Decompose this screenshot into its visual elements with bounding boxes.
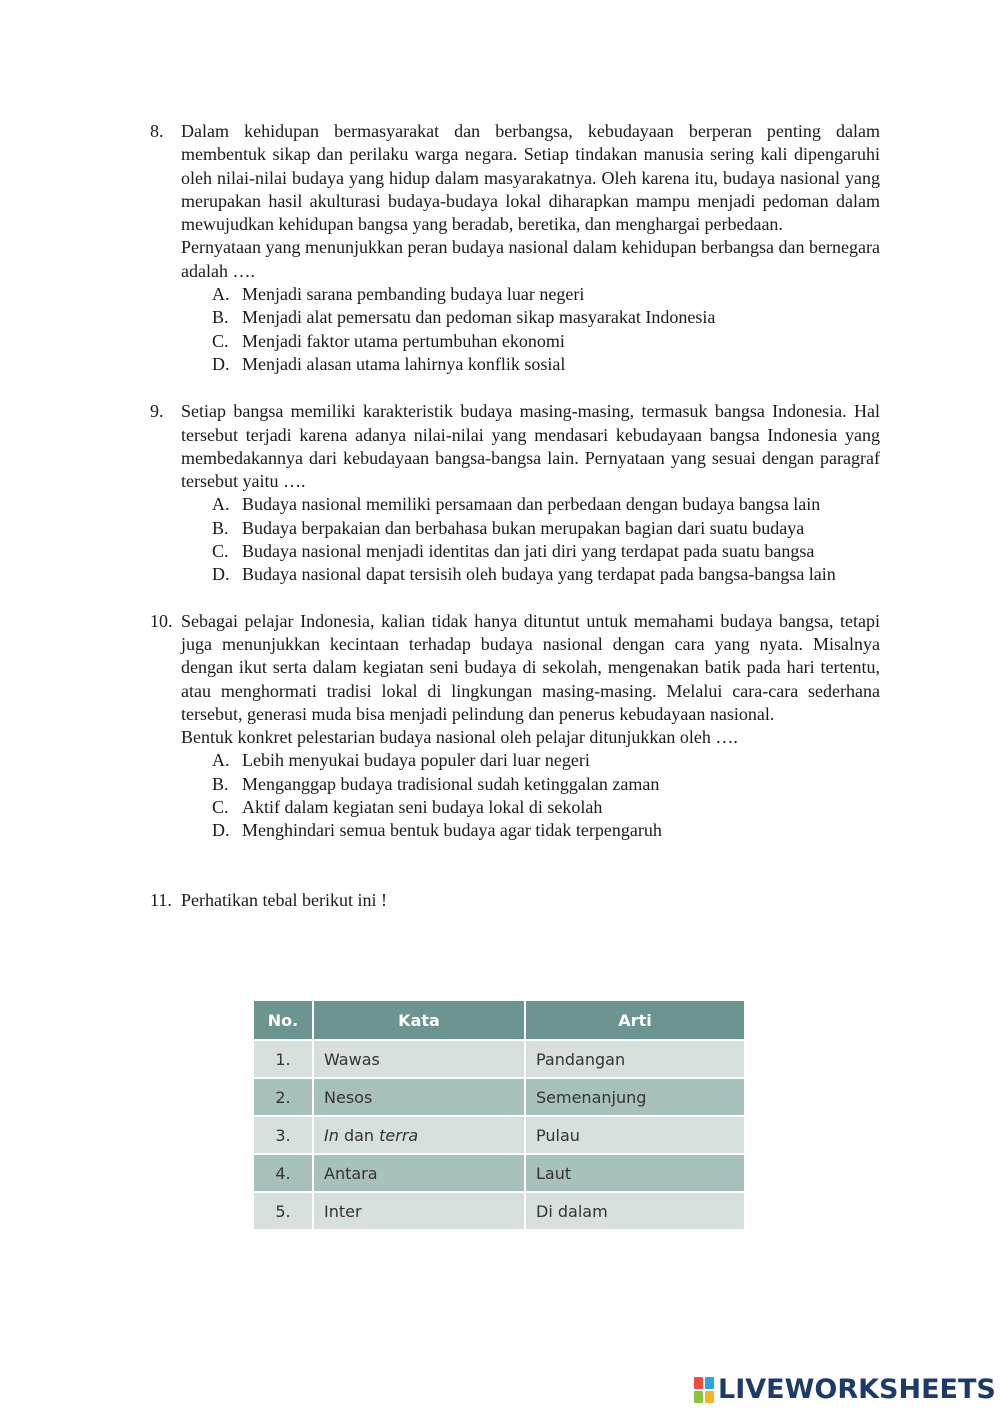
table-header-row: [254, 1001, 744, 1040]
option-text: Menganggap budaya tradisional sudah ketinggalan zaman: [242, 773, 660, 794]
option-letter: C.: [212, 541, 229, 562]
option-letter: B.: [212, 773, 229, 794]
cell-no: 2.: [254, 1078, 313, 1116]
question-number: 10.: [150, 610, 173, 631]
question-stem: Perhatikan tebal berikut ini !: [181, 889, 387, 910]
option-a[interactable]: [212, 493, 880, 516]
option-c[interactable]: [212, 330, 880, 353]
header-arti: Arti: [525, 1001, 744, 1040]
option-text: Menjadi alasan utama lahirnya konflik sosial: [242, 353, 566, 374]
option-letter: B.: [212, 307, 229, 328]
option-text: Budaya nasional dapat tersisih oleh budaya yang terdapat pada bangsa-bangsa lain: [242, 564, 836, 585]
italic-word: terra: [379, 1125, 419, 1145]
question-stem: Dalam kehidupan bermasyarakat dan berbangsa, kebudayaan berperan penting dalam membentuk sikap dan perilaku warga negara. Setiap tindakan manusia sering kali dipengaruhi oleh nilai-nilai budaya yang hidup dalam masyarakatnya. Oleh karena itu, budaya nasional yang merupakan hasil akulturasi budaya-budaya lokal diharapkan mampu menjadi pedoman dalam mewujudkan kehidupan bangsa yang beradab, beretika, dan menghargai perbedaan.: [181, 121, 880, 235]
question-10: [150, 610, 880, 843]
worksheet-page: [150, 120, 880, 912]
logo-square: [705, 1377, 714, 1389]
cell-kata: Wawas: [313, 1040, 525, 1078]
option-letter: C.: [212, 330, 229, 351]
cell-kata: Nesos: [313, 1078, 525, 1116]
question-9: [150, 400, 880, 586]
logo-square: [694, 1377, 703, 1389]
option-b[interactable]: [212, 306, 880, 329]
header-no: No.: [254, 1001, 313, 1040]
question-number: 11.: [150, 889, 172, 910]
option-c[interactable]: [212, 540, 880, 563]
cell-arti: Laut: [525, 1154, 744, 1192]
cell-arti: Pandangan: [525, 1040, 744, 1078]
table-row: [254, 1154, 744, 1192]
liveworksheets-logo-icon: [694, 1377, 714, 1403]
option-text: Menjadi sarana pembanding budaya luar negeri: [242, 284, 585, 305]
option-b[interactable]: [212, 517, 880, 540]
option-letter: A.: [212, 284, 230, 305]
option-text: Menjadi alat pemersatu dan pedoman sikap masyarakat Indonesia: [242, 307, 716, 328]
cell-arti: Di dalam: [525, 1192, 744, 1230]
cell-kata: [313, 1116, 525, 1154]
connector-word: dan: [338, 1125, 380, 1145]
cell-kata: Inter: [313, 1192, 525, 1230]
option-d[interactable]: [212, 353, 880, 376]
question-8: [150, 120, 880, 376]
logo-square: [705, 1391, 714, 1403]
question-stem: Setiap bangsa memiliki karakteristik budaya masing-masing, termasuk bangsa Indonesia. Hal tersebut terjadi karena adanya nilai-nilai yang mendasari kebudayaan bangsa Indonesia yang membedakannya dari kebudayaan bangsa-bangsa lain. Pernyataan yang sesuai dengan paragraf tersebut yaitu ….: [181, 401, 880, 492]
cell-arti: Semenanjung: [525, 1078, 744, 1116]
liveworksheets-branding[interactable]: [694, 1374, 996, 1405]
option-letter: D.: [212, 353, 230, 374]
option-d[interactable]: [212, 563, 880, 586]
table-row: [254, 1078, 744, 1116]
italic-word: In: [324, 1125, 339, 1145]
option-c[interactable]: [212, 796, 880, 819]
question-stem: Sebagai pelajar Indonesia, kalian tidak hanya dituntut untuk memahami budaya bangsa, tetapi juga menunjukkan kecintaan terhadap budaya nasional dengan cara yang nyata. Misalnya dengan ikut serta dalam kegiatan seni budaya di sekolah, mengenakan batik pada hari tertentu, atau menghormati tradisi lokal di lingkungan masing-masing. Melalui cara-cara sederhana tersebut, generasi muda bisa menjadi pelindung dan penerus kebudayaan nasional.: [181, 610, 880, 724]
logo-square: [694, 1391, 703, 1403]
table-row: [254, 1040, 744, 1078]
word-meaning-table: [254, 1001, 744, 1231]
option-text: Menghindari semua bentuk budaya agar tidak terpengaruh: [242, 820, 662, 841]
cell-no: 1.: [254, 1040, 313, 1078]
answer-options: [181, 283, 880, 376]
answer-options: [181, 493, 880, 586]
cell-no: 5.: [254, 1192, 313, 1230]
option-letter: A.: [212, 494, 230, 515]
option-d[interactable]: [212, 819, 880, 842]
option-letter: A.: [212, 750, 230, 771]
cell-kata: Antara: [313, 1154, 525, 1192]
option-letter: B.: [212, 517, 229, 538]
option-letter: C.: [212, 797, 229, 818]
question-number: 8.: [150, 121, 164, 141]
cell-arti: Pulau: [525, 1116, 744, 1154]
table-row: [254, 1116, 744, 1154]
option-letter: D.: [212, 564, 230, 585]
question-11: [150, 889, 880, 912]
question-prompt: Bentuk konkret pelestarian budaya nasional oleh pelajar ditunjukkan oleh ….: [181, 727, 738, 748]
table-row: [254, 1192, 744, 1230]
cell-no: 3.: [254, 1116, 313, 1154]
option-text: Lebih menyukai budaya populer dari luar negeri: [242, 750, 590, 771]
question-number: 9.: [150, 401, 164, 422]
cell-no: 4.: [254, 1154, 313, 1192]
option-text: Budaya berpakaian dan berbahasa bukan merupakan bagian dari suatu budaya: [242, 517, 805, 538]
option-b[interactable]: [212, 773, 880, 796]
option-text: Aktif dalam kegiatan seni budaya lokal di sekolah: [242, 797, 603, 818]
option-text: Menjadi faktor utama pertumbuhan ekonomi: [242, 330, 565, 351]
question-prompt: Pernyataan yang menunjukkan peran budaya nasional dalam kehidupan berbangsa dan bernegara adalah ….: [181, 237, 880, 281]
option-text: Budaya nasional memiliki persamaan dan perbedaan dengan budaya bangsa lain: [242, 494, 821, 515]
option-a[interactable]: [212, 749, 880, 772]
option-a[interactable]: [212, 283, 880, 306]
header-kata: Kata: [313, 1001, 525, 1040]
option-text: Budaya nasional menjadi identitas dan jati diri yang terdapat pada suatu bangsa: [242, 541, 815, 562]
brand-name: LIVEWORKSHEETS: [718, 1374, 996, 1405]
answer-options: [181, 749, 880, 842]
option-letter: D.: [212, 820, 230, 841]
